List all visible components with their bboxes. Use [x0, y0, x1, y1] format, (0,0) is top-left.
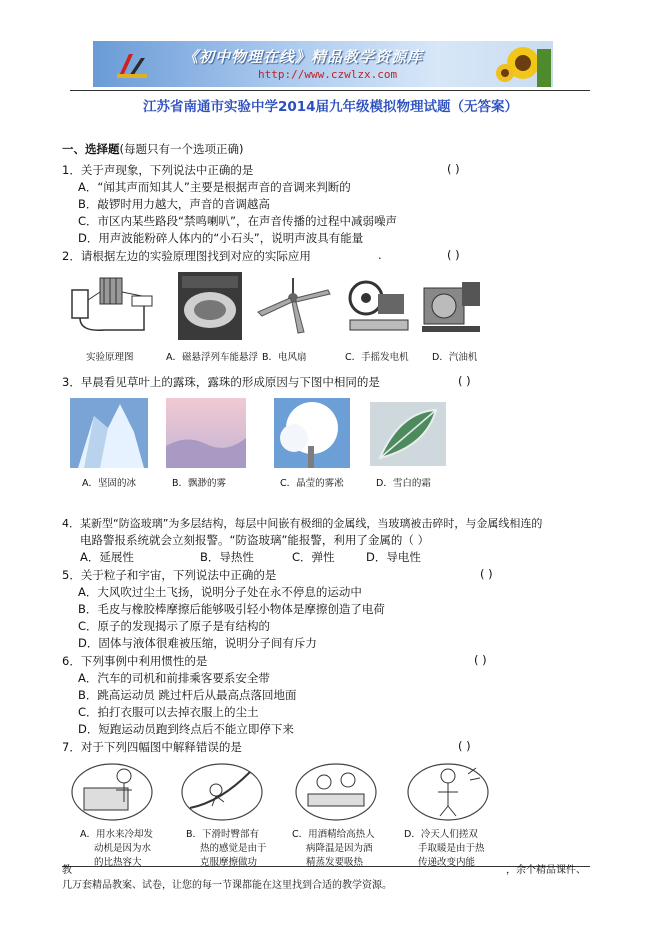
question-7-caption-c	[292, 828, 375, 870]
question-5-option-a: A．大风吹过尘土飞扬，说明分子处在永不停息的运动中	[78, 585, 362, 599]
section-note: (每题只有一个选项正确)	[119, 142, 244, 156]
electric-fan-figure	[254, 278, 332, 334]
question-7-caption-c-line-2: 病降温是因为酒	[306, 843, 373, 854]
question-3-stem: 3．早晨看见草叶上的露珠，露珠的形成原因与下图中相同的是	[62, 375, 380, 389]
question-1-stem: 1．关于声现象，下列说法中正确的是	[62, 163, 254, 177]
experiment-circuit-figure	[64, 270, 160, 340]
question-7-caption-a-line-3: 的比热容大	[94, 857, 142, 868]
question-5-option-d: D．固体与液体很难被压缩，说明分子间有斥力	[78, 636, 317, 650]
engine-cooling-illustration	[70, 758, 154, 822]
question-4-stem: 4．某新型“防盗玻璃”为多层结构，每层中间嵌有极细的金属线，当玻璃被击碎时，与金属线相连的	[62, 517, 543, 530]
question-4-option-c: C．弹性	[292, 550, 335, 564]
question-3-caption-c: C．晶莹的雾凇	[280, 478, 344, 489]
question-5-stem: 5．关于粒子和宇宙，下列说法中正确的是	[62, 568, 277, 582]
question-2-caption-d: D．汽油机	[432, 352, 478, 363]
question-1-option-c: C．市区内某些路段“禁鸣喇叭”，在声音传播的过程中减弱噪声	[78, 214, 397, 228]
rubbing-hands-illustration	[406, 758, 490, 822]
maglev-train-figure	[178, 272, 242, 340]
question-7-caption-a-line-2: 动机是因为水	[94, 843, 152, 854]
question-4-option-b: B．导热性	[200, 550, 254, 564]
question-7-caption-b-line-2: 热的感觉是由于	[200, 843, 267, 854]
question-7-caption-c-line-3: 精蒸发要吸热	[306, 857, 364, 868]
page-title: 江苏省南通市实验中学2014届九年级模拟物理试题（无答案）	[142, 99, 519, 115]
question-2-caption-c: C．手摇发电机	[345, 352, 409, 363]
question-5-answer-paren: ( )	[480, 567, 493, 581]
question-2-caption-a: A．磁悬浮列车能悬浮	[166, 352, 258, 363]
question-1-option-b: B．敲锣时用力越大，声音的音调越高	[78, 197, 270, 211]
footer-right: ，余个精品课件、	[506, 865, 586, 876]
ice-photo	[70, 398, 148, 468]
section-heading	[62, 141, 243, 157]
footer-line-2: 几万套精品教案、试卷，让您的每一节课都能在这里找到合适的教学资源。	[62, 880, 392, 891]
site-logo-icon	[115, 50, 149, 80]
header-banner	[93, 41, 553, 87]
sunflower-icon	[493, 43, 551, 87]
question-7-answer-paren: ( )	[458, 739, 471, 753]
question-7-stem: 7．对于下列四幅图中解释错误的是	[62, 740, 242, 754]
question-4-stem-continued: 电路警报系统就会立刻报警。“防盗玻璃”能报警，利用了金属的（ ）	[80, 533, 430, 547]
question-7-caption-c-line-1: C．用酒精给高热人	[292, 829, 375, 840]
slide-illustration	[180, 758, 264, 822]
question-2-caption-b: B．电风扇	[262, 352, 307, 363]
question-2-dot: .	[378, 248, 382, 262]
alcohol-cooling-illustration	[294, 758, 378, 822]
question-5-option-b: B．毛皮与橡胶棒摩擦后能够吸引轻小物体是摩擦创造了电荷	[78, 602, 385, 616]
question-6-stem: 6．下列事例中利用惯性的是	[62, 654, 208, 668]
question-7-caption-d-line-2: 手取暖是由于热	[418, 843, 485, 854]
question-1-answer-paren: ( )	[447, 162, 460, 176]
question-3-caption-d: D．雪白的霜	[376, 478, 431, 489]
banner-title: 《初中物理在线》精品教学资源库	[183, 48, 424, 66]
question-4-option-a: A．延展性	[80, 550, 134, 564]
question-3-answer-paren: ( )	[458, 374, 471, 388]
question-7-caption-a	[80, 828, 153, 870]
question-2-caption-diagram: 实验原理图	[86, 352, 134, 363]
section-title: 一、选择题	[62, 142, 120, 156]
question-5-option-c: C．原子的发现揭示了原子是有结构的	[78, 619, 271, 633]
header-rule	[70, 90, 590, 91]
question-1-option-a: A．“闻其声而知其人”主要是根据声音的音调来判断的	[78, 180, 351, 194]
question-7-caption-b-line-3: 克服摩擦做功	[200, 857, 258, 868]
question-1-option-d: D．用声波能粉碎人体内的“小石头”，说明声波具有能量	[78, 231, 364, 245]
question-7-caption-d-line-3: 传递改变内能	[418, 857, 476, 868]
question-3-caption-a: A．坚固的冰	[82, 478, 136, 489]
question-2-stem: 2．请根据左边的实验原理图找到对应的实际应用	[62, 249, 311, 263]
question-6-option-a: A．汽车的司机和前排乘客要系安全带	[78, 671, 270, 685]
question-6-option-b: B．跳高运动员 跳过杆后从最高点落回地面	[78, 688, 297, 702]
footer-left: 教	[62, 865, 72, 876]
question-7-caption-d	[404, 828, 485, 870]
question-2-answer-paren: ( )	[447, 248, 460, 262]
question-6-option-c: C．拍打衣服可以去掉衣服上的尘土	[78, 705, 259, 719]
rime-photo	[274, 398, 350, 468]
question-7-caption-b-line-1: B．下滑时臀部有	[186, 829, 260, 840]
question-7-caption-b	[186, 828, 267, 870]
fog-photo	[166, 398, 246, 468]
hand-crank-generator-figure	[344, 276, 412, 338]
question-6-answer-paren: ( )	[474, 653, 487, 667]
question-7-caption-d-line-1: D．冷天人们搓双	[404, 829, 478, 840]
gasoline-engine-figure	[418, 274, 484, 340]
question-4-option-d: D．导电性	[366, 550, 421, 564]
question-3-caption-b: B．飘渺的雾	[172, 478, 227, 489]
frost-photo	[370, 402, 446, 466]
question-6-option-d: D．短跑运动员跑到终点后不能立即停下来	[78, 722, 294, 736]
banner-url[interactable]: http://www.czwlzx.com	[258, 68, 398, 81]
question-7-caption-a-line-1: A．用水来冷却发	[80, 829, 153, 840]
